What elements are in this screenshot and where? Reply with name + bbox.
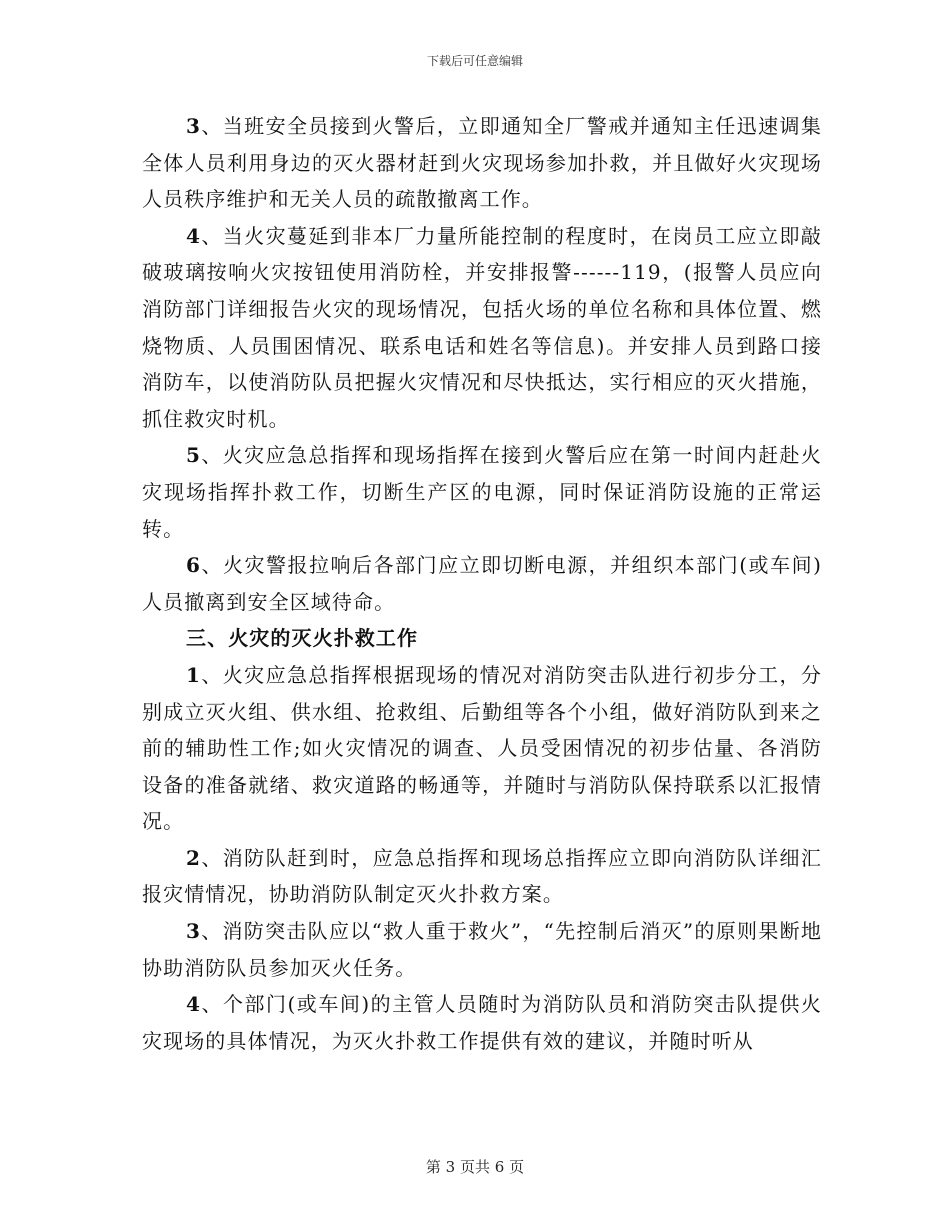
item-number: 4 [186, 223, 202, 248]
item-text: 、当班安全员接到火警后，立即通知全厂警戒并通知主任迅速调集全体人员利用身边的灭火器材赶到火灾现场参加扑救，并且做好火灾现场人员秩序维护和无关人员的疏散撤离工作。 [142, 114, 822, 212]
item-number: 6 [186, 553, 202, 578]
item-number: 4 [186, 992, 202, 1017]
page-footer: 第 3 页共 6 页 [425, 1158, 525, 1176]
item-number: 1 [186, 662, 202, 687]
item-text: 、个部门(或车间)的主管人员随时为消防队员和消防突击队提供火灾现场的具体情况，为灭火扑救工作提供有效的建议，并随时听从 [142, 992, 822, 1053]
paragraph-item-3 [142, 108, 822, 218]
page-header-note: 下载后可任意编辑 [426, 54, 523, 68]
section-paragraph-item-3 [142, 913, 822, 986]
item-text: 、火灾应急总指挥根据现场的情况对消防突击队进行初步分工，分别成立灭火组、供水组、抢救组、后勤组等各个小组，做好消防队到来之前的辅助性工作;如火灾情况的调查、人员受困情况的初步估量、各消防设备的准备就绪、救灾道路的畅通等，并随时与消防队保持联系以汇报情况。 [142, 662, 822, 834]
item-text: 、当火灾蔓延到非本厂力量所能控制的程度时，在岗员工应立即敲破玻璃按响火灾按钮使用消防栓，并安排报警------119，(报警人员应向消防部门详细报告火灾的现场情况，包括火场的单位名称和具体位置、燃烧物质、人员围困情况、联系电话和姓名等信息)。并安排人员到路口接消防车，以使消防队员把握火灾情况和尽快抵达，实行相应的灭火措施，抓住救灾时机。 [142, 223, 822, 431]
item-text: 、火灾应急总指挥和现场指挥在接到火警后应在第一时间内赶赴火灾现场指挥扑救工作，切断生产区的电源，同时保证消防设施的正常运转。 [142, 443, 822, 541]
item-number: 2 [186, 845, 202, 870]
item-number: 5 [186, 443, 202, 468]
section-heading: 三、火灾的灭火扑救工作 [186, 626, 419, 651]
paragraph-item-5 [142, 437, 822, 547]
paragraph-item-6 [142, 547, 822, 620]
paragraph-item-4 [142, 218, 822, 438]
item-text: 、消防队赶到时，应急总指挥和现场总指挥应立即向消防队详细汇报灾情情况，协助消防队制定灭火扑救方案。 [142, 845, 822, 907]
item-number: 3 [186, 114, 202, 138]
item-number: 3 [186, 919, 202, 944]
item-text: 、消防突击队应以“救人重于救火”，“先控制后消灭”的原则果断地协助消防队员参加灭火任务。 [142, 919, 822, 980]
item-text: 、火灾警报拉响后各部门应立即切断电源，并组织本部门(或车间)人员撤离到安全区域待命。 [142, 553, 822, 614]
document-body [142, 108, 822, 1059]
section-paragraph-item-2 [142, 840, 822, 913]
section-paragraph-item-1 [142, 657, 822, 840]
section-paragraph-item-4 [142, 986, 822, 1059]
